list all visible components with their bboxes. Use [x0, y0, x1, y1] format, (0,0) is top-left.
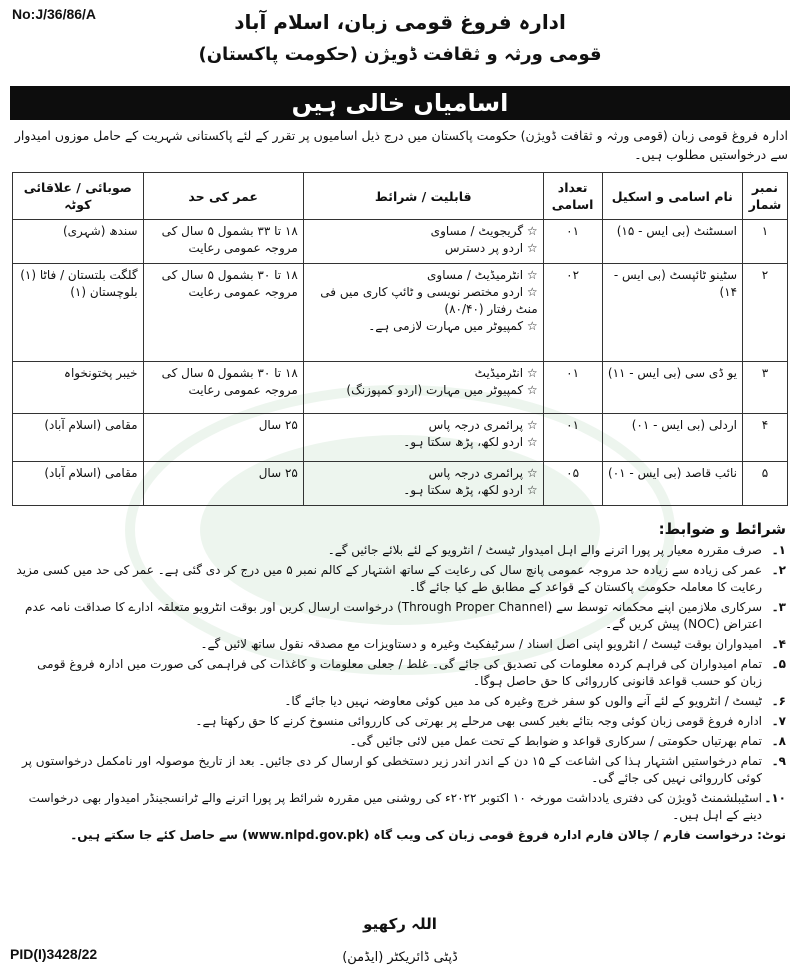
- signatory-name: اللہ رکھیو: [363, 915, 437, 933]
- term-text: امیدواران بوقت ٹیسٹ / انٹرویو اپنی اصل اسناد / سرٹیفکیٹ وغیرہ و دستاویزات مع مصدقہ نقول ساتھ لائیں گے۔: [200, 637, 762, 651]
- cell-age-limit: ۲۵ سال: [143, 462, 303, 506]
- term-number: ۹۔: [771, 754, 786, 768]
- term-number: ۸۔: [771, 734, 786, 748]
- table-row: [13, 264, 788, 362]
- list-item: [14, 713, 786, 730]
- term-text: تمام امیدواران کی فراہم کردہ معلومات کی تصدیق کی جائے گی۔ غلط / جعلی معلومات و کاغذات کی فراہمی کی صورت میں ادارہ فروغ قومی زبان کو حسب قواعد قانونی کارروائی کا حق حاصل ہوگا۔: [37, 657, 762, 688]
- header-post: نام اسامی و اسکیل: [602, 173, 742, 220]
- cell-domicile: خیبر پختونخواہ: [13, 362, 144, 414]
- term-text: سرکاری ملازمین اپنے محکمانہ توسط سے (Through Proper Channel) درخواست ارسال کریں اور بوقت انٹرویو متعلقہ ادارے کا صداقت نامہ عدم اعتراض (NOC) پیش کریں گے۔: [25, 600, 762, 631]
- term-number: ۶۔: [771, 694, 786, 708]
- cell-serial: ۳: [743, 362, 788, 414]
- table-header-row: [13, 173, 788, 220]
- term-number: ۱۔: [771, 543, 786, 557]
- organization-title: ادارہ فروغ قومی زبان، اسلام آباد: [234, 10, 566, 34]
- list-item: [14, 636, 786, 653]
- term-text: ٹیسٹ / انٹرویو کے لئے آنے والوں کو سفر خرچ وغیرہ کی مد میں کوئی معاوضہ نہیں دیا جائے گا۔: [284, 694, 762, 708]
- cell-serial: ۴: [743, 414, 788, 462]
- signatory-title: ڈپٹی ڈائریکٹر (ایڈمن): [342, 950, 458, 965]
- cell-quantity: ۰۱: [543, 220, 602, 264]
- table-row: [13, 362, 788, 414]
- cell-quantity: ۰۵: [543, 462, 602, 506]
- list-item: [14, 733, 786, 750]
- cell-qualification: ☆ انٹرمیڈیٹ / مساوی ☆ اردو مختصر نویسی و ٹائپ کاری میں فی منٹ رفتار (۸۰/۴۰) ☆ کمپیوٹر میں مہارت لازمی ہے۔: [303, 264, 543, 362]
- list-item: [14, 753, 786, 787]
- cell-post: اسسٹنٹ (بی ایس - ۱۵): [602, 220, 742, 264]
- cell-domicile: مقامی (اسلام آباد): [13, 462, 144, 506]
- list-item: [14, 599, 786, 633]
- vacancies-banner: اسامیاں خالی ہیں: [10, 86, 790, 120]
- term-text: تمام درخواستیں اشتہار ہذا کی اشاعت کے ۱۵ دن کے اندر اندر زیر دستخطی کو ارسال کر دی جائیں۔ بعد از تاریخ موصولہ اور نامکمل درخواستوں پر کوئی کارروائی نہیں کی جائے گی۔: [22, 754, 762, 785]
- terms-list: [14, 542, 786, 847]
- cell-quantity: ۰۲: [543, 264, 602, 362]
- term-text: تمام بھرتیاں حکومتی / سرکاری قواعد و ضوابط کے تحت عمل میں لائی جائیں گی۔: [349, 734, 762, 748]
- table-row: [13, 220, 788, 264]
- cell-age-limit: ۱۸ تا ۳۰ بشمول ۵ سال کی مروجہ عمومی رعایت: [143, 264, 303, 362]
- list-item: [14, 693, 786, 710]
- cell-serial: ۲: [743, 264, 788, 362]
- terms-title: شرائط و ضوابط:: [658, 520, 786, 538]
- cell-quantity: ۰۱: [543, 414, 602, 462]
- header-age-limit: عمر کی حد: [143, 173, 303, 220]
- cell-domicile: سندھ (شہری): [13, 220, 144, 264]
- cell-age-limit: ۲۵ سال: [143, 414, 303, 462]
- cell-qualification: ☆ پرائمری درجہ پاس ☆ اردو لکھ، پڑھ سکتا ہو۔: [303, 462, 543, 506]
- division-title: قومی ورثہ و ثقافت ڈویژن (حکومت پاکستان): [198, 44, 602, 65]
- pid-number: PID(I)3428/22: [10, 946, 98, 962]
- term-text: عمر کی زیادہ سے زیادہ حد مروجہ عمومی پانچ سال کی رعایت کے ساتھ اشتہار کے کالم نمبر ۵ میں درج کر دی گئی ہے۔ عمر کی حد میں کسی مزید رعایت کا معاملہ حکومت پاکستان کے قواعد کے مطابق طے کیا جائے گا۔: [16, 563, 762, 594]
- vacancies-table: [12, 172, 788, 506]
- term-text: اسٹیبلشمنٹ ڈویژن کی دفتری یادداشت مورخہ ۱۰ اکتوبر ۲۰۲۲ء کی روشنی میں مقررہ شرائط پر پورا اترنے والے ٹرانسجینڈر امیدوار بھی درخواست دینے کے اہل ہیں۔: [28, 791, 762, 822]
- header-domicile: صوبائی / علاقائی کوٹہ: [13, 173, 144, 220]
- cell-post: یو ڈی سی (بی ایس - ۱۱): [602, 362, 742, 414]
- term-text: صرف مقررہ معیار پر پورا اترنے والے اہل امیدوار ٹیسٹ / انٹرویو کے لئے بلائے جائیں گے۔: [327, 543, 762, 557]
- cell-domicile: گلگت بلتستان / فاٹا (۱) بلوچستان (۱): [13, 264, 144, 362]
- cell-serial: ۱: [743, 220, 788, 264]
- note-line: نوٹ: درخواست فارم / چالان فارم ادارہ فروغ قومی زبان کی ویب گاہ (www.nlpd.gov.pk) سے حاصل کئے جا سکتے ہیں۔: [70, 828, 786, 842]
- cell-post: اردلی (بی ایس - ۰۱): [602, 414, 742, 462]
- term-number: ۴۔: [771, 637, 786, 651]
- list-item: [14, 542, 786, 559]
- list-item: [14, 562, 786, 596]
- cell-qualification: ☆ گریجویٹ / مساوی ☆ اردو پر دسترس: [303, 220, 543, 264]
- list-item: [14, 656, 786, 690]
- cell-quantity: ۰۱: [543, 362, 602, 414]
- term-text: ادارہ فروغ قومی زبان کوئی وجہ بتائے بغیر کسی بھی مرحلے پر بھرتی کی کارروائی منسوخ کرنے کا حق رکھتا ہے۔: [195, 714, 762, 728]
- intro-paragraph: ادارہ فروغ قومی زبان (قومی ورثہ و ثقافت ڈویژن) حکومت پاکستان میں درج ذیل اسامیوں پر تقرر کے لئے پاکستانی شہریت کے حامل موزوں امیدوار سے درخواستیں مطلوب ہیں۔: [14, 128, 788, 162]
- term-number: ۳۔: [771, 600, 786, 614]
- cell-domicile: مقامی (اسلام آباد): [13, 414, 144, 462]
- cell-age-limit: ۱۸ تا ۳۳ بشمول ۵ سال کی مروجہ عمومی رعایت: [143, 220, 303, 264]
- cell-qualification: ☆ پرائمری درجہ پاس ☆ اردو لکھ، پڑھ سکتا ہو۔: [303, 414, 543, 462]
- term-number: ۷۔: [771, 714, 786, 728]
- cell-post: نائب قاصد (بی ایس - ۰۱): [602, 462, 742, 506]
- cell-post: سٹینو ٹائپسٹ (بی ایس - ۱۴): [602, 264, 742, 362]
- reference-number: No:J/36/86/A: [12, 6, 97, 22]
- list-item: [14, 790, 786, 824]
- cell-serial: ۵: [743, 462, 788, 506]
- cell-age-limit: ۱۸ تا ۳۰ بشمول ۵ سال کی مروجہ عمومی رعایت: [143, 362, 303, 414]
- header-quantity: تعداد اسامی: [543, 173, 602, 220]
- term-number: ۵۔: [771, 657, 786, 671]
- cell-qualification: ☆ انٹرمیڈیٹ ☆ کمپیوٹر میں مہارت (اردو کمپوزنگ): [303, 362, 543, 414]
- term-number: ۲۔: [771, 563, 786, 577]
- term-number: ۱۰۔: [764, 791, 786, 805]
- header-serial: نمبر شمار: [743, 173, 788, 220]
- table-row: [13, 414, 788, 462]
- header-qualification: قابلیت / شرائط: [303, 173, 543, 220]
- table-row: [13, 462, 788, 506]
